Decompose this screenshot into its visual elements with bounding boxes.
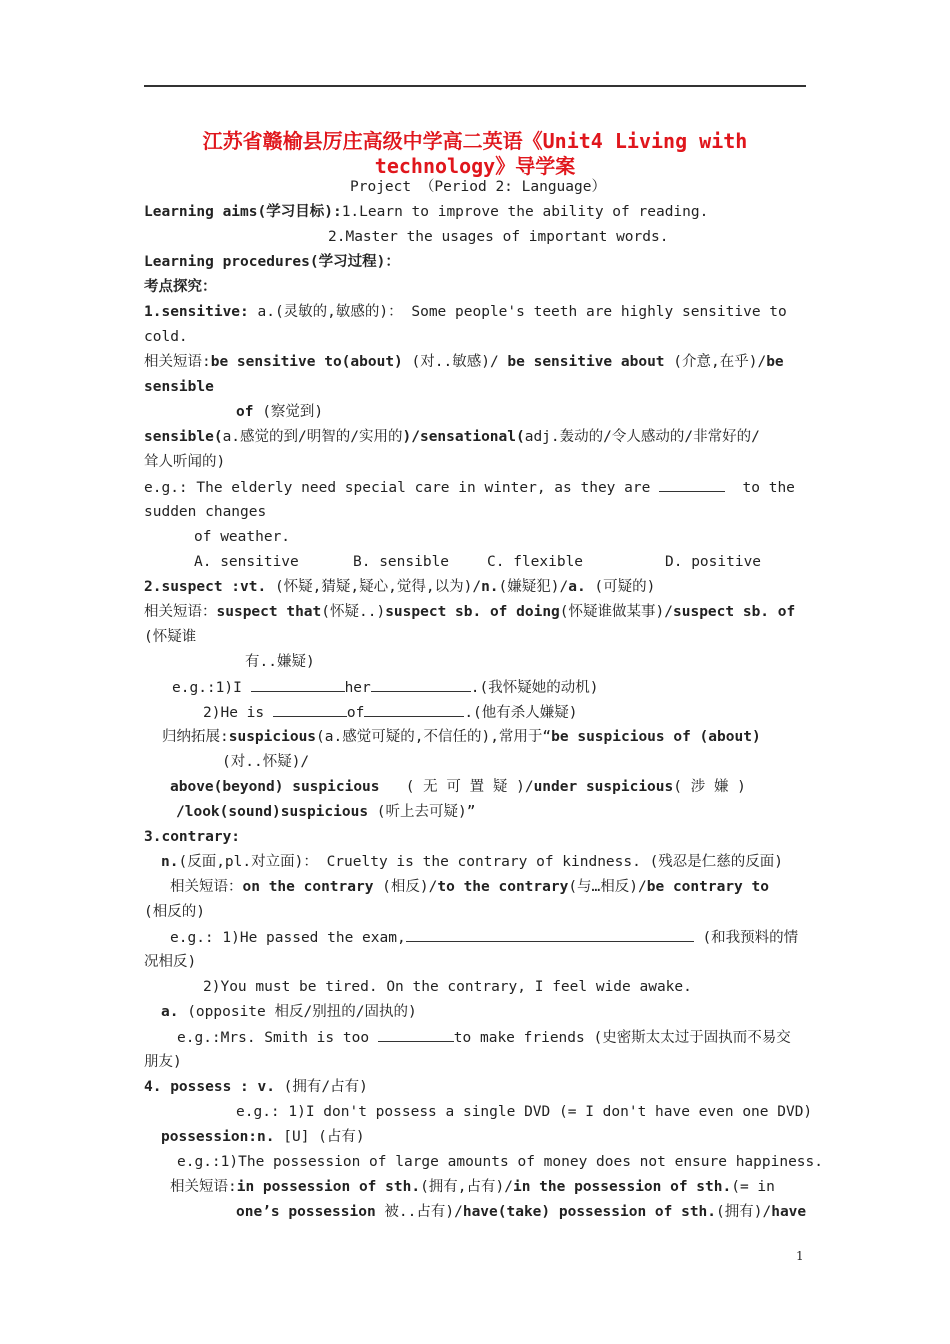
s2-example-1: e.g.:1)I her .(我怀疑她的动机) [172,677,598,698]
s2-phrases-cont2: 有..嫌疑) [245,654,315,670]
s3-adjective: a. (opposite 相反/别扭的/固执的) [161,1004,417,1020]
header-rule [144,85,806,87]
s3-example-2: 2)You must be tired. On the contrary, I feel wide awake. [203,979,692,995]
s1-def-cont: cold. [144,329,188,345]
s1-example-cont2: of weather. [194,529,291,545]
s1-option-a: A. sensitive [194,554,299,570]
s2-phrases: 相关短语：suspect that(怀疑..)suspect sb. of doing(怀疑谁做某事)/suspect sb. of [144,604,796,620]
s4-phrases: 相关短语:in possession of sth.(拥有,占有)/in the possession of sth.(= in [170,1179,775,1195]
s1-example: e.g.: The elderly need special care in winter, as they are to the [144,477,806,498]
doc-title-line2: technology》导学案 [374,154,576,178]
s3-phrases-cont: (相反的) [144,904,205,920]
s1-example-cont: sudden changes [144,504,267,520]
s1-head: 1.sensitive: a.(灵敏的,敏感的)： Some people's teeth are highly sensitive to [144,304,787,320]
page-number: 1 [796,1249,804,1263]
s2-extension-3: /look(sound)suspicious (听上去可疑)” [176,804,476,820]
s1-sensible: sensible(a.感觉的到/明智的/实用的)/sensational(adj.轰动的/令人感动的/非常好的/ [144,429,760,445]
s1-option-b: B. sensible [353,554,450,570]
s1-of: of (察觉到) [236,404,324,420]
s4-phrases-2: one’s possession 被..占有)/have(take) possession of sth.(拥有)/have [236,1204,807,1220]
s4-head: 4. possess : v. (拥有/占有) [144,1079,368,1095]
s3-example-3-cont: 朋友) [144,1054,182,1070]
s2-phrases-cont: (怀疑谁 [144,629,197,645]
doc-title-line1: 江苏省赣榆县厉庄高级中学高二英语《Unit4 Living with [202,129,748,153]
s3-phrases: 相关短语：on the contrary (相反)/to the contrary(与…相反)/be contrary to [170,879,769,895]
s2-extension-2: above(beyond) suspicious ( 无 可 置 疑 )/under suspicious( 涉 嫌 ) [170,779,746,795]
s2-extension-cont: (对..怀疑)/ [222,754,310,770]
aims-line: Learning aims(学习目标):1.Learn to improve the ability of reading. [144,204,709,220]
s3-example-1-cont: 况相反) [144,954,197,970]
s2-head: 2.suspect :vt. (怀疑,猜疑,疑心,觉得,以为)/n.(嫌疑犯)/a. (可疑的) [144,579,656,595]
s4-example-2: e.g.:1)The possession of large amounts of money does not ensure happiness. [177,1154,824,1170]
s4-example-1: e.g.: 1)I don't possess a single DVD (= I don't have even one DVD) [236,1104,813,1120]
s1-phrases: 相关短语:be sensitive to(about) (对..敏感)/ be sensitive about (介意,在乎)/be [144,354,784,370]
s2-example-2: 2)He is of .(他有杀人嫌疑) [203,702,578,723]
focus-label: 考点探究： [144,279,217,295]
procedures-label: Learning procedures(学习过程)： [144,254,400,270]
s3-example-1: e.g.: 1)He passed the exam, (和我预料的情 [170,927,798,948]
s3-example-3: e.g.:Mrs. Smith is too to make friends (史密斯太太过于固执而不易交 [177,1027,791,1048]
s3-noun: n.(反面,pl.对立面)： Cruelty is the contrary of kindness. (残忍是仁慈的反面) [161,854,784,870]
s2-extension: 归纳拓展:suspicious(a.感觉可疑的,不信任的),常用于“be suspicious of (about) [162,729,761,745]
s1-phrases-cont: sensible [144,379,214,395]
s4-noun: possession:n. [U] (占有) [161,1129,365,1145]
aims-item2: 2.Master the usages of important words. [328,229,669,245]
s1-sensible-cont: 耸人听闻的) [144,454,226,470]
s3-head: 3.contrary: [144,829,241,845]
s1-option-c: C. flexible [487,554,584,570]
subtitle: Project （Period 2: Language） [350,179,606,195]
s1-option-d: D. positive [665,554,762,570]
